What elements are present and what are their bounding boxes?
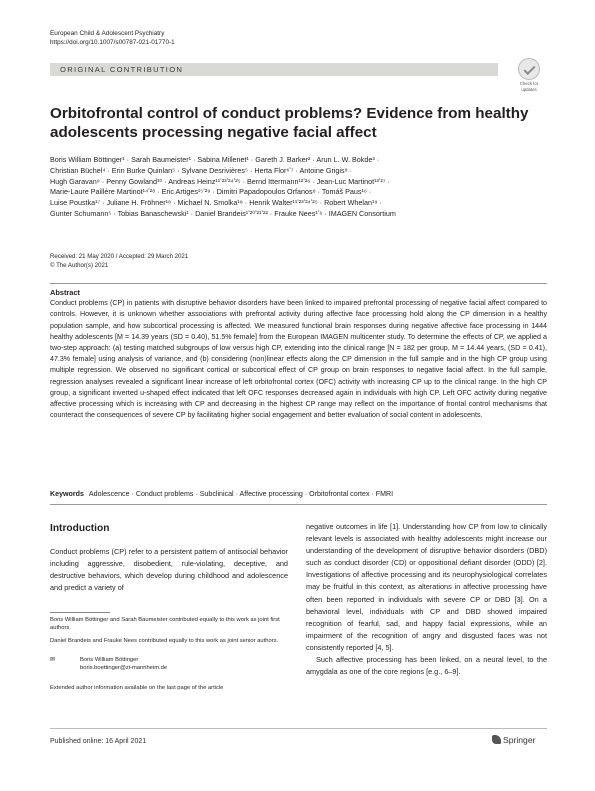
publisher-logo xyxy=(492,735,535,745)
contact-email[interactable]: boris.boettinger@zi-mannheim.de xyxy=(80,665,168,671)
footnote-joint-first: Boris William Böttinger and Sarah Baumeister contributed equally to this work as joint first authors. xyxy=(50,617,280,632)
intro-left-column: Conduct problems (CP) refer to a persistent pattern of antisocial behavior including aggressive, disobedient, rule-violating, deceptive, and destructive behaviors, which develop during childhood and adolescence and predict a variety of xyxy=(50,547,288,593)
author-line: Christian Büchel⁴ · Erin Burke Quinlan⁵ · Sylvane Desrivières⁵ · Herta Flor⁶ʼ⁷ · Antoine Grigis⁸ · xyxy=(50,165,353,175)
springer-horse-icon xyxy=(492,735,501,744)
check-for-updates-badge[interactable] xyxy=(513,58,545,94)
divider xyxy=(50,283,547,284)
abstract-section xyxy=(50,287,547,421)
intro-paragraph-2: Such affective processing has been linked, on a neural level, to the amygdala as one of the core regions [e.g., 6–9]. xyxy=(306,655,547,677)
section-heading-introduction: Introduction xyxy=(50,523,110,534)
divider xyxy=(50,504,547,505)
article-type-label: ORIGINAL CONTRIBUTION xyxy=(60,65,184,74)
author-list xyxy=(50,155,550,220)
publisher-name: Springer xyxy=(503,735,536,745)
envelope-icon: ✉ xyxy=(50,657,55,663)
contact-name: Boris William Böttinger xyxy=(80,657,139,663)
author-line: Luise Poustka¹⁷ · Juliane H. Fröhner¹⁸ · Michael N. Smolka¹⁸ · Henrik Walter¹¹ʼ²³ʼ²⁴ʼ²⁵ · Robert Whelan¹⁹ · xyxy=(50,198,382,208)
keywords-section xyxy=(50,489,547,499)
journal-name: European Child & Adolescent Psychiatry xyxy=(50,30,165,37)
intro-right-column xyxy=(306,521,547,678)
abstract-text: Conduct problems (CP) in patients with disruptive behavior disorders have been linked to impaired prefrontal processing of negative facial affect compared to controls. However, it is unknown whether associations with prefrontal activity during affective face processing hold along the CP dimension in a healthy population sample, and how subcortical processing is affected. We measured functional brain responses during negative affective face processing in 1444 healthy adolescents [M = 14.39 years (SD = 0.40), 51.5% female] from the European IMAGEN multicenter study. To determine the effects of CP, we applied a two-step approach: (a) testing matched subgroups of low versus high CP, extending into the clinical range [N = 182 per group, M = 14.44 years, (SD = 0.41), 47.3% female] using analysis of variance, and (b) considering (non)linear effects along the CP dimension in the full sample and in the high CP group using multiple regression. We observed no significant cortical or subcortical effect of CP group on brain responses to negative facial affect. In the full sample, regression analyses revealed a significant linear increase of left orbitofrontal cortex (OFC) activity with increasing CP up to the clinical range. In the high CP group, a significant inverted u-shaped effect indicated that left OFC responses decreased again in individuals with high CP. Left OFC activity during negative affective processing which is increasing with CP and decreasing in the highest CP range may reflect on the importance of frontal control mechanisms that counteract the consequences of severe CP by facilitating higher social engagement and better evaluation of social content in adolescents. xyxy=(50,299,547,420)
intro-paragraph-1: negative outcomes in life [1]. Understanding how CP from low to clinically relevant levels is associated with healthy adolescents might increase our understanding of the development of disruptive behavior disorders (DBD) such as conduct disorder (CD) or oppositional defiant disorder (ODD) [2]. Investigations of affective processing and its neurophysiological correlates may be fruitful in this context, as alterations in affective processing have often been reported in individuals with severe CP or DBD [3]. On a behavioral level, individuals with CP and DBD showed impaired recognition of fearful, sad, and happy facial expressions, while an impairment of the recognition of angry and disgusted faces was not consistently reported [4, 5]. xyxy=(306,522,547,652)
footnote-extended-info: Extended author information available on the last page of the article xyxy=(50,685,224,691)
article-type-banner xyxy=(50,63,498,76)
footnote-separator xyxy=(50,612,110,613)
check-updates-icon xyxy=(518,58,540,80)
received-accepted-dates: Received: 21 May 2020 / Accepted: 29 March 2021 xyxy=(50,253,189,260)
journal-doi[interactable]: https://doi.org/10.1007/s00787-021-01770-1 xyxy=(50,38,175,46)
author-line: Gunter Schumann⁵ · Tobias Banaschewski¹ · Daniel Brandeis¹ʼ²⁰ʼ²¹ʼ²² · Frauke Nees¹ʼ⁶ · IMAGEN Consortium xyxy=(50,208,396,218)
author-line: Marie-Laure Paillère Martinot¹⁴ʼ²⁸ · Eric Artiges¹⁵ʼ²⁹ · Dimitri Papadopoulos Orfanos⁸ · Tomáš Paus¹⁶ · xyxy=(50,187,372,197)
corresponding-author xyxy=(50,656,167,672)
copyright-notice: © The Author(s) 2021 xyxy=(50,261,109,269)
badge-line-1: Check for xyxy=(519,81,539,86)
article-title: Orbitofrontal control of conduct problems? Evidence from healthy adolescents processing negative facial affect xyxy=(50,105,529,141)
footer-divider xyxy=(50,728,547,729)
author-line: Hugh Garavan⁹ · Penny Gowland¹⁰ · Andreas Heinz¹¹ʼ²³ʼ²⁴ʼ²⁵ · Bernd Ittermann¹²ʼ²⁶ · Jean-Luc Martinot¹³ʼ²⁷ · xyxy=(50,176,390,186)
keywords-label: Keywords xyxy=(50,490,84,498)
published-online-date: Published online: 16 April 2021 xyxy=(50,738,147,745)
article-dates xyxy=(50,253,188,270)
keywords-text: Adolescence · Conduct problems · Subclinical · Affective processing · Orbitofrontal cortex · FMRI xyxy=(88,490,394,498)
abstract-heading: Abstract xyxy=(50,288,80,297)
journal-header xyxy=(50,30,175,48)
footnote-joint-senior: Daniel Brandeis and Frauke Nees contributed equally to this work as joint senior authors. xyxy=(50,638,279,644)
author-line-text: Boris William Böttinger¹ · Sarah Baumeister¹ · Sabina Millenet¹ · Gareth J. Barker² · Arun L. W. Bokde³ · xyxy=(50,155,380,164)
badge-line-2: updates xyxy=(521,87,537,92)
author-line xyxy=(50,155,550,166)
